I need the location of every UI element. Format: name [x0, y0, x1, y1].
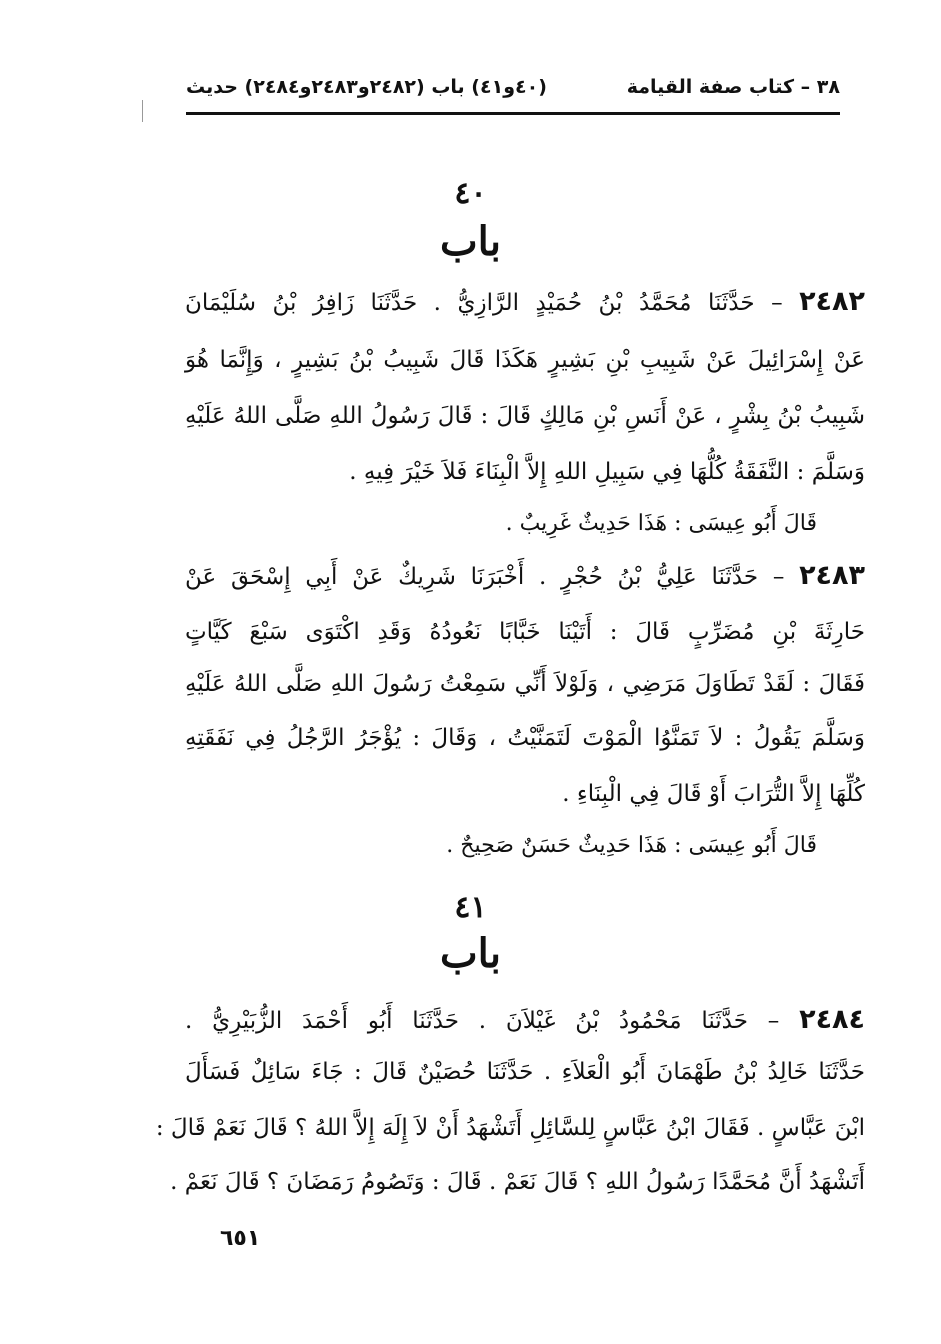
- hadith-2482-line-1: ٢٤٨٢ – حَدَّثَنَا مُحَمَّدُ بْنُ حُمَيْدٍ الرَّازِيُّ . حَدَّثَنَا زَافِرُ بْنُ سُلَيْمَانَ: [185, 286, 865, 317]
- page-number: ٦٥١: [220, 1226, 261, 1251]
- hadith-2482-comment: قَالَ أَبُو عِيسَى : هَذَا حَدِيثٌ غَرِيبٌ .: [505, 511, 817, 536]
- margin-mark: [142, 100, 143, 122]
- hadith-number-2483: ٢٤٨٣: [799, 560, 865, 591]
- hadith-2483-line-4: وَسَلَّمَ يَقُولُ : لاَ تَمَنَّوُا الْمَوْتَ لَتَمَنَّيْتُ ، وَقَالَ : يُؤْجَرُ الرَّجُلُ فِي نَفَقَتِهِ: [185, 725, 865, 751]
- header-rule: [186, 112, 840, 115]
- hadith-number-2482: ٢٤٨٢: [799, 286, 865, 317]
- running-title: ٣٨ – كتاب صفة القيامة: [626, 76, 840, 98]
- hadith-2484-line-1: ٢٤٨٤ – حَدَّثَنَا مَحْمُودُ بْنُ غَيْلاَنَ . حَدَّثَنَا أَبُو أَحْمَدَ الزُّبَيْرِيُّ .: [185, 1004, 866, 1035]
- hadith-2482-line-4: وَسَلَّمَ : النَّفَقَةُ كُلُّهَا فِي سَبِيلِ اللهِ إِلاَّ الْبِنَاءَ فَلاَ خَيْرَ فِيهِ .: [349, 459, 865, 485]
- hadith-2483-line-1: ٢٤٨٣ – حَدَّثَنَا عَلِيُّ بْنُ حُجْرٍ . أَخْبَرَنَا شَرِيكٌ عَنْ أَبِي إِسْحَقَ عَنْ: [185, 560, 865, 591]
- section-number-40: ٤٠: [454, 176, 487, 211]
- hadith-2483-line-5: كُلِّهَا إِلاَّ التُّرَابَ أَوْ قَالَ فِي الْبِنَاءِ .: [562, 781, 865, 807]
- hadith-2482-line-2: عَنْ إِسْرَائِيلَ عَنْ شَبِيبِ بْنِ بَشِيرٍ هَكَذَا قَالَ شَبِيبُ بْنُ بَشِيرٍ ، وَإِنَّمَا هُوَ: [185, 347, 865, 373]
- hadith-2482-line-3: شَبِيبُ بْنُ بِشْرٍ ، عَنْ أَنَسِ بْنِ مَالِكٍ قَالَ : قَالَ رَسُولُ اللهِ صَلَّى اللهُ عَلَيْهِ: [185, 403, 865, 429]
- hadith-2483-comment: قَالَ أَبُو عِيسَى : هَذَا حَدِيثٌ حَسَنٌ صَحِيحٌ .: [446, 833, 817, 858]
- hadith-2483-line-3: فَقَالَ : لَقَدْ تَطَاوَلَ مَرَضِي ، وَلَوْلاَ أَنِّي سَمِعْتُ رَسُولَ اللهِ صَلَّى اللهُ عَلَيْهِ: [185, 671, 865, 697]
- hadith-2484-line-3: ابْنَ عَبَّاسٍ . فَقَالَ ابْنُ عَبَّاسٍ لِلسَّائِلِ أَتَشْهَدُ أَنْ لاَ إِلَهَ إِلاَّ اللهُ ؟ قَالَ نَعَمْ قَالَ :: [155, 1115, 865, 1141]
- running-header: [186, 70, 840, 104]
- hadith-2484-line-2: حَدَّثَنَا خَالِدُ بْنُ طَهْمَانَ أَبُو الْعَلاَءِ . حَدَّثَنَا حُصَيْنٌ قَالَ : جَاءَ سَائِلٌ فَسَأَلَ: [185, 1059, 865, 1085]
- section-number-41: ٤١: [454, 890, 487, 925]
- running-references: (٤٠و٤١) باب (٢٤٨٢و٢٤٨٣و٢٤٨٤) حديث: [186, 76, 547, 98]
- section-title-41: باب: [440, 930, 501, 977]
- hadith-2484-line-4: أَتَشْهَدُ أَنَّ مُحَمَّدًا رَسُولُ اللهِ ؟ قَالَ نَعَمْ . قَالَ : وَتَصُومُ رَمَضَانَ ؟ قَالَ نَعَمْ .: [170, 1169, 865, 1195]
- hadith-number-2484: ٢٤٨٤: [799, 1004, 866, 1035]
- hadith-2483-line-2: حَارِثَةَ بْنِ مُضَرِّبٍ قَالَ : أَتَيْنَا خَبَّابًا نَعُودُهُ وَقَدِ اكْتَوَى سَبْعَ كَيَّاتٍ: [185, 619, 865, 645]
- section-title-40: باب: [440, 218, 501, 265]
